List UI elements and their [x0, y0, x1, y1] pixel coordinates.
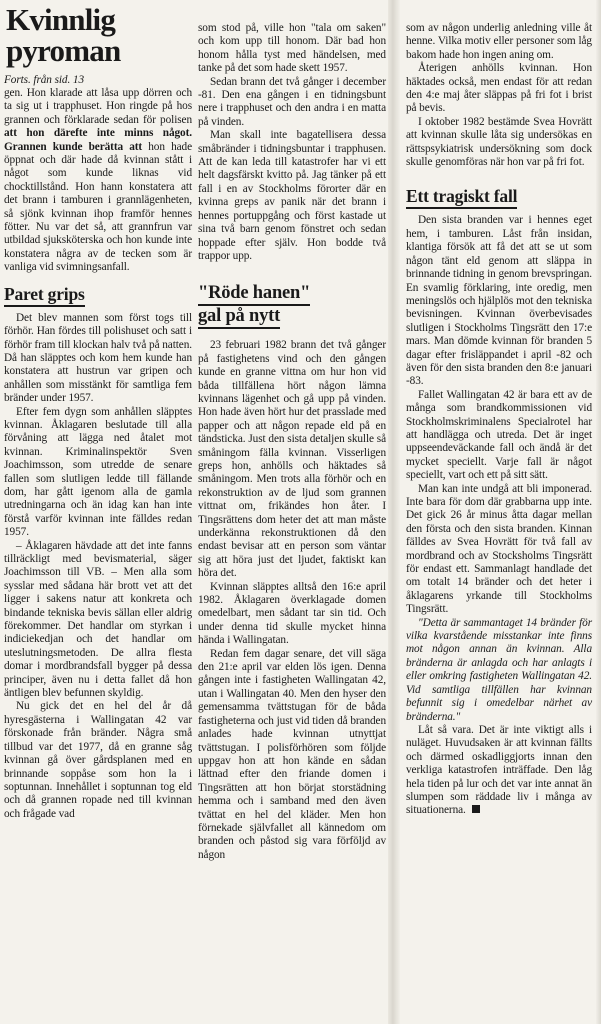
paragraph: Man skall inte bagatellisera dessa småbränder i tidningsbuntar i trapphusen. Att de kan leda till katastrofer har vi ett helt dagsfärskt kvitto på. Jag tänker på ett fall i en av Stockholms förorter där en kvinna greps av panik när det brann i hennes portuppgång och först kastade ut sina två barn genom fönstret och sedan hoppade efter själv. Hon bodde två trappor upp.	[198, 129, 386, 262]
paragraph: I oktober 1982 bestämde Svea Hovrätt att kvinnan skulle låta sig undersökas en rättspsykiatrisk undersökning som dock skulle genomföras när hon var på fri fot.	[406, 115, 592, 169]
subheading-paret-grips	[4, 285, 192, 304]
column-3	[406, 0, 592, 818]
end-mark-icon	[472, 805, 480, 813]
subheading-line-1: "Röde hanen"	[198, 283, 310, 306]
paragraph: som stod på, ville hon "tala om saken" och kom upp till honom. Där bad hon honom hålla tyst med händelsen, med tanke på det som hade skett 1957.	[198, 22, 386, 75]
paragraph: Efter fem dygn som anhållen släpptes kvinnan. Åklagaren beslutade till alla förvåning att lägga ned åtalet mot kvinnan. Kriminalinspektör Sven Joachimsson, som utredde de senare fallen som slutligen ledde till fällande dom, har gått igenom alla de gamla utredningarna och än idag kan han inte förstå varför kvinnan inte fälldes redan 1957.	[4, 405, 192, 539]
subheading-text: Paret grips	[4, 284, 85, 307]
article-title-line-2: pyroman	[6, 33, 121, 68]
page-edge	[596, 0, 601, 1024]
subheading-rode-hanen	[198, 283, 386, 329]
intro-text-bold: att hon därefte inte minns något. Grannen kunde berätta att	[4, 127, 192, 153]
paragraph: Redan fem dagar senare, det vill säga den 21:e april var elden lös igen. Denna gången inte i fastigheten Wallingatan 42, utan i Wallingatan 40. Men den hyser den gemensamma tvättstugan för de båda fastigheterna och just vid tiden då branden anlades hade kvinnan utnyttjat tvättstugan. I polisförhören som följde uppgav hon att hon kände en sådan lättnad efter den friande domen i Tingsrätten att hon börjat storstädning hemma och i samband med den även tvättat en hel del kläder. Men hon förnekade självfallet all kännedom om branden och påstod sig vara förföljd av någon	[198, 647, 386, 861]
closing-paragraph	[406, 724, 592, 818]
article-title	[6, 4, 192, 66]
article-title-line-1: Kvinnlig	[6, 2, 116, 37]
subheading-line-2: gal på nytt	[198, 306, 280, 329]
paragraph: Återigen anhölls kvinnan. Hon häktades också, men endast för att redan den 4:e maj åter släppas på fri fot i brist på bevis.	[406, 62, 592, 115]
paragraph: Nu gick det en hel del år då hyresgästerna i Wallingatan 42 var förskonade från bränder. Några små tillbud var det 1977, då en granne såg kvinnan gå över gårdsplanen med en brinnande soppåse som hon la i soptunnan. Innehållet i soptunnan tog eld och då grannen ropade ned till kvinnan och frågade vad	[4, 700, 192, 820]
column-1	[4, 0, 192, 821]
intro-text-a: gen. Hon klarade att låsa upp dörren och ta sig ut i trapphuset. Hon ringde på hos grannen och förklarade sedan för polisen	[4, 87, 192, 126]
paragraph: Sedan brann det två gånger i december -81. Den ena gången i en tidningsbunt nere i trapphuset och den andra i en matta på vinden.	[198, 75, 386, 128]
column-2	[198, 0, 386, 862]
intro-text-b: hon hade öppnat och där hade då kvinnan stått i något som kunde liknas vid chocktillstånd. Hon hann konstatera att det brann i tamburen i grannlägenheten, så sjönk kvinnan ihop framför hennes fötter. Nu var det så, att grannfrun var utbildad sjuksköterska och hon kunde inte konstatera några av de tecken som är vanliga vid svimningsanfall.	[4, 140, 192, 274]
page-fold	[388, 0, 400, 1024]
prosecutor-quote: "Detta är sammantaget 14 bränder för vilka kvarstående misstankar inte finns mot någon annan än kvinnan. Alla bränderna är anlagda och har anlagts i eller omkring fastigheten Wallingatan 42. Vid samtliga tillfällen har kvinnan befunnit sig i omedelbar närhet av bränderna."	[406, 616, 592, 723]
paragraph: Fallet Wallingatan 42 är bara ett av de många som brandkommissionen vid Stockholmskriminalens Specialrotel har att handlägga och utreda. Det är inget uppseendeväckande fall och ändå är det mycket speciellt. Varje fall är något speciellt, vart och ett på sitt sätt.	[406, 388, 592, 482]
paragraph: Kvinnan släpptes alltså den 16:e april 1982. Åklagaren överklagade domen omedelbart, men sådant tar sin tid. Och under denna tid skulle mycket hinna hända i Wallingatan.	[198, 580, 386, 647]
paragraph: Den sista branden var i hennes eget hem, i tamburen. Låst från insidan, klantiga försök att få det att se ut som någon tänt eld genom att släppa in brinnande tidning in genom brevspringan. En svamlig förklaring, inte oredig, men meningslös och hjälplös mot den tekniska bevisningen. Kvinnan överbevisades slutligen i Stockholms Tingsrätt den 17:e mars. Man dömde kvinnan för branden 5 dagar efter frisläppandet i april -82 och även för den sista branden den 8:e januari -83.	[406, 214, 592, 388]
paragraph: Det blev mannen som först togs till förhör. Han fördes till polishuset och satt i förhör fram till klockan halv två på natten. Då han släpptes och kom hem kunde han konstatera att hustrun var gripen och anhållen som misstänkt för samtliga fem bränder under 1957.	[4, 311, 192, 405]
closing-text: Låt så vara. Det är inte viktigt alls i nuläget. Huvudsaken är att kvinnan fällts och därmed oskadliggjorts innan den verkliga katastrofen inträffade. Den låg hela tiden på lur och det var inte annat än slumpen som räddade liv i många av situationerna.	[406, 723, 592, 817]
paragraph: som av någon underlig anledning ville åt henne. Vilka motiv eller personer som låg bakom hade hon ingen aning om.	[406, 22, 592, 61]
continued-from: Forts. från sid. 13	[4, 74, 85, 86]
paragraph: 23 februari 1982 brann det två gånger på fastighetens vind och den gången kunde en granne vittna om hur hon vid båda tillfällena hört någon lämna kvinnans lägenhet och gå upp på vinden. Hon hade även hört hur det prasslade med papper och att någon repade eld på en tändsticka. Just den sista detaljen skulle så småningom fälla kvinnan. Visserligen greps hon, anhölls och häktades så småningom. Men trots alla förhör och en rekonstruktion av de ljud som grannen vittnat om, frikändes hon åter. I Tingsrättens dom heter det att man måste underkänna rekonstruktionen då den endast bevisar att en person som väntar sig att höra just det ljudet, faktiskt kan höra det.	[198, 339, 386, 580]
subheading-ett-tragiskt-fall	[406, 187, 592, 206]
paragraph: – Åklagaren hävdade att det inte fanns tillräckligt med bevismaterial, säger Joachimsson till VB. – Men alla som sysslar med sådana här brott vet att det ligger i sakens natur att konkreta och bindande tekniska bevis sällan eller aldrig förekommer. Det handlar om styrkan i indiciekedjan och det handlar om uteslutningsmetoden. De allra flesta domar i mordbrandsfall bygger på dessa principer, även nu i detta fallet då hon äntligen blev befunnen skyldig.	[4, 539, 192, 700]
subheading-text: Ett tragiskt fall	[406, 186, 517, 209]
intro-paragraph	[4, 87, 192, 275]
paragraph: Man kan inte undgå att bli imponerad. Inte bara för dom där grabbarna upp inte. Det gick 26 år minus åtta dagar mellan den första och den sista branden. Kinnan fälldes av Svea Hovrätt för två fall av mordbrand och av Stocksholms Tingsrätt för endast ett. Sammanlagt handlade det om totalt 14 bränder och det heter i åklagarens yrkande till Stockholms Tingsrätt.	[406, 482, 592, 616]
